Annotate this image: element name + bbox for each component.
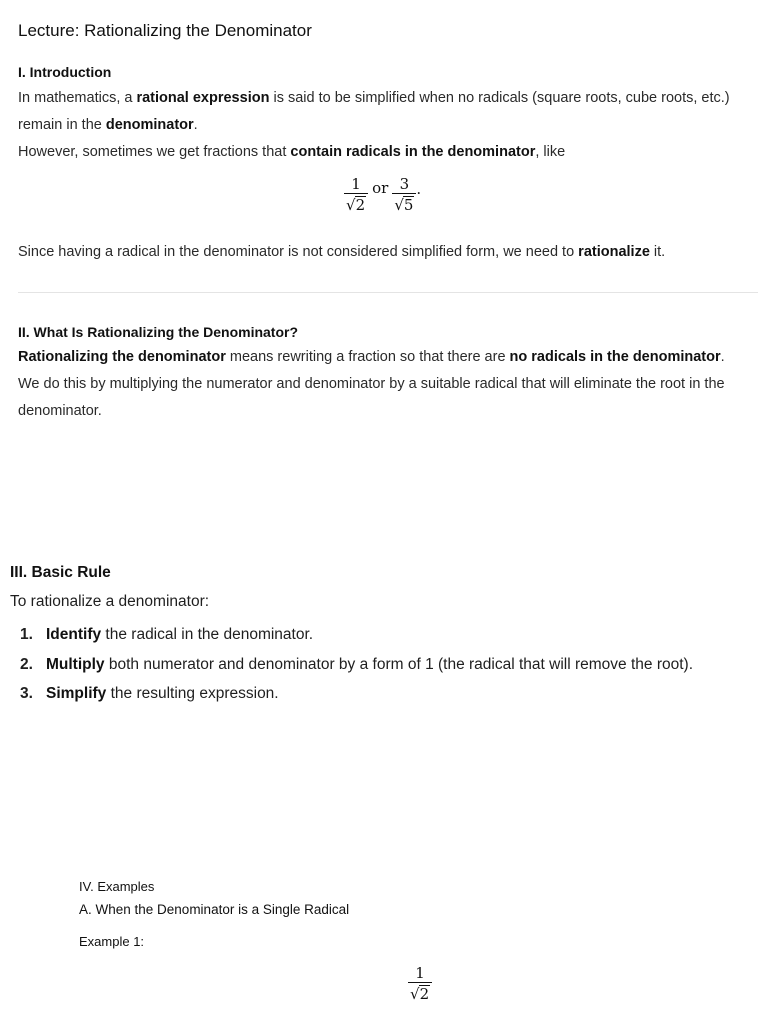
fraction-denominator bbox=[408, 983, 432, 1004]
sqrt-symbol: √ bbox=[346, 196, 356, 214]
list-item bbox=[20, 679, 765, 709]
step-text: both numerator and denominator by a form of 1 (the radical that will remove the root). bbox=[104, 655, 693, 673]
fraction-numerator: 1 bbox=[415, 964, 425, 982]
method-paragraph: We do this by multiplying the numerator and denominator by a suitable radical that will eliminate the root in the denominator. bbox=[18, 376, 725, 419]
text-span: it. bbox=[649, 244, 666, 260]
radicand: 2 bbox=[355, 196, 366, 214]
text-span: However, sometimes we get fractions that bbox=[18, 144, 291, 160]
fraction-three-over-root-five bbox=[392, 175, 416, 215]
radicand: 5 bbox=[403, 196, 414, 214]
text-span: is said to be simplified when no radicals (square roots, cube roots, etc.) remain in the bbox=[18, 90, 730, 133]
intro-paragraph-1 bbox=[18, 85, 763, 139]
section-heading-basic-rule: III. Basic Rule bbox=[10, 564, 111, 581]
sqrt-symbol: √ bbox=[410, 985, 420, 1003]
step-number: 3. bbox=[20, 685, 33, 702]
step-keyword: Identify bbox=[46, 626, 102, 643]
fraction-one-over-root-two bbox=[408, 964, 432, 1004]
text-span: . bbox=[193, 117, 198, 133]
text-span: . bbox=[720, 349, 725, 365]
fraction-one-over-root-two bbox=[344, 175, 368, 215]
text-span: means rewriting a fraction so that there are bbox=[225, 349, 510, 365]
text-span: In mathematics, a bbox=[18, 90, 137, 106]
example-label: Example 1: bbox=[79, 934, 145, 949]
sqrt-symbol: √ bbox=[394, 196, 404, 214]
math-example-fractions bbox=[344, 175, 421, 215]
fraction-denominator bbox=[344, 194, 368, 215]
step-keyword: Simplify bbox=[46, 685, 107, 702]
page-title: Lecture: Rationalizing the Denominator bbox=[18, 21, 312, 40]
section-heading-examples: IV. Examples bbox=[79, 879, 155, 894]
subsection-heading-single-radical: A. When the Denominator is a Single Radical bbox=[79, 902, 350, 917]
text-span: Since having a radical in the denominator is not considered simplified form, we need to bbox=[18, 244, 579, 260]
intro-paragraph-3 bbox=[18, 239, 763, 266]
math-connector-or: or bbox=[372, 179, 389, 197]
basic-rule-steps bbox=[20, 620, 765, 709]
section-heading-introduction: I. Introduction bbox=[18, 64, 112, 80]
term-radicals-in-denominator: contain radicals in the denominator bbox=[290, 144, 536, 160]
term-rationalize: rationalize bbox=[578, 244, 650, 260]
step-text: the resulting expression. bbox=[106, 685, 279, 702]
section-divider bbox=[18, 292, 758, 293]
step-number: 1. bbox=[20, 626, 33, 643]
step-keyword: Multiply bbox=[46, 655, 105, 673]
basic-rule-intro: To rationalize a denominator: bbox=[10, 593, 210, 610]
term-rational-expression: rational expression bbox=[136, 90, 270, 106]
fraction-numerator: 3 bbox=[399, 175, 410, 193]
text-span: , like bbox=[535, 144, 566, 160]
fraction-denominator bbox=[392, 194, 416, 215]
fraction-numerator: 1 bbox=[351, 175, 361, 193]
section-heading-what-is: II. What Is Rationalizing the Denominator? bbox=[18, 324, 299, 340]
list-item bbox=[20, 650, 765, 680]
list-item bbox=[20, 620, 765, 650]
term-rationalizing-the-denominator: Rationalizing the denominator bbox=[18, 349, 226, 365]
definition-paragraph bbox=[18, 344, 763, 371]
intro-paragraph-2 bbox=[18, 139, 763, 166]
step-number: 2. bbox=[20, 655, 33, 673]
math-example-1 bbox=[408, 964, 432, 1004]
radicand: 2 bbox=[419, 985, 430, 1003]
term-denominator: denominator bbox=[105, 117, 194, 133]
step-text: the radical in the denominator. bbox=[101, 626, 314, 643]
math-period: . bbox=[416, 180, 422, 198]
term-no-radicals: no radicals in the denominator bbox=[509, 349, 721, 365]
